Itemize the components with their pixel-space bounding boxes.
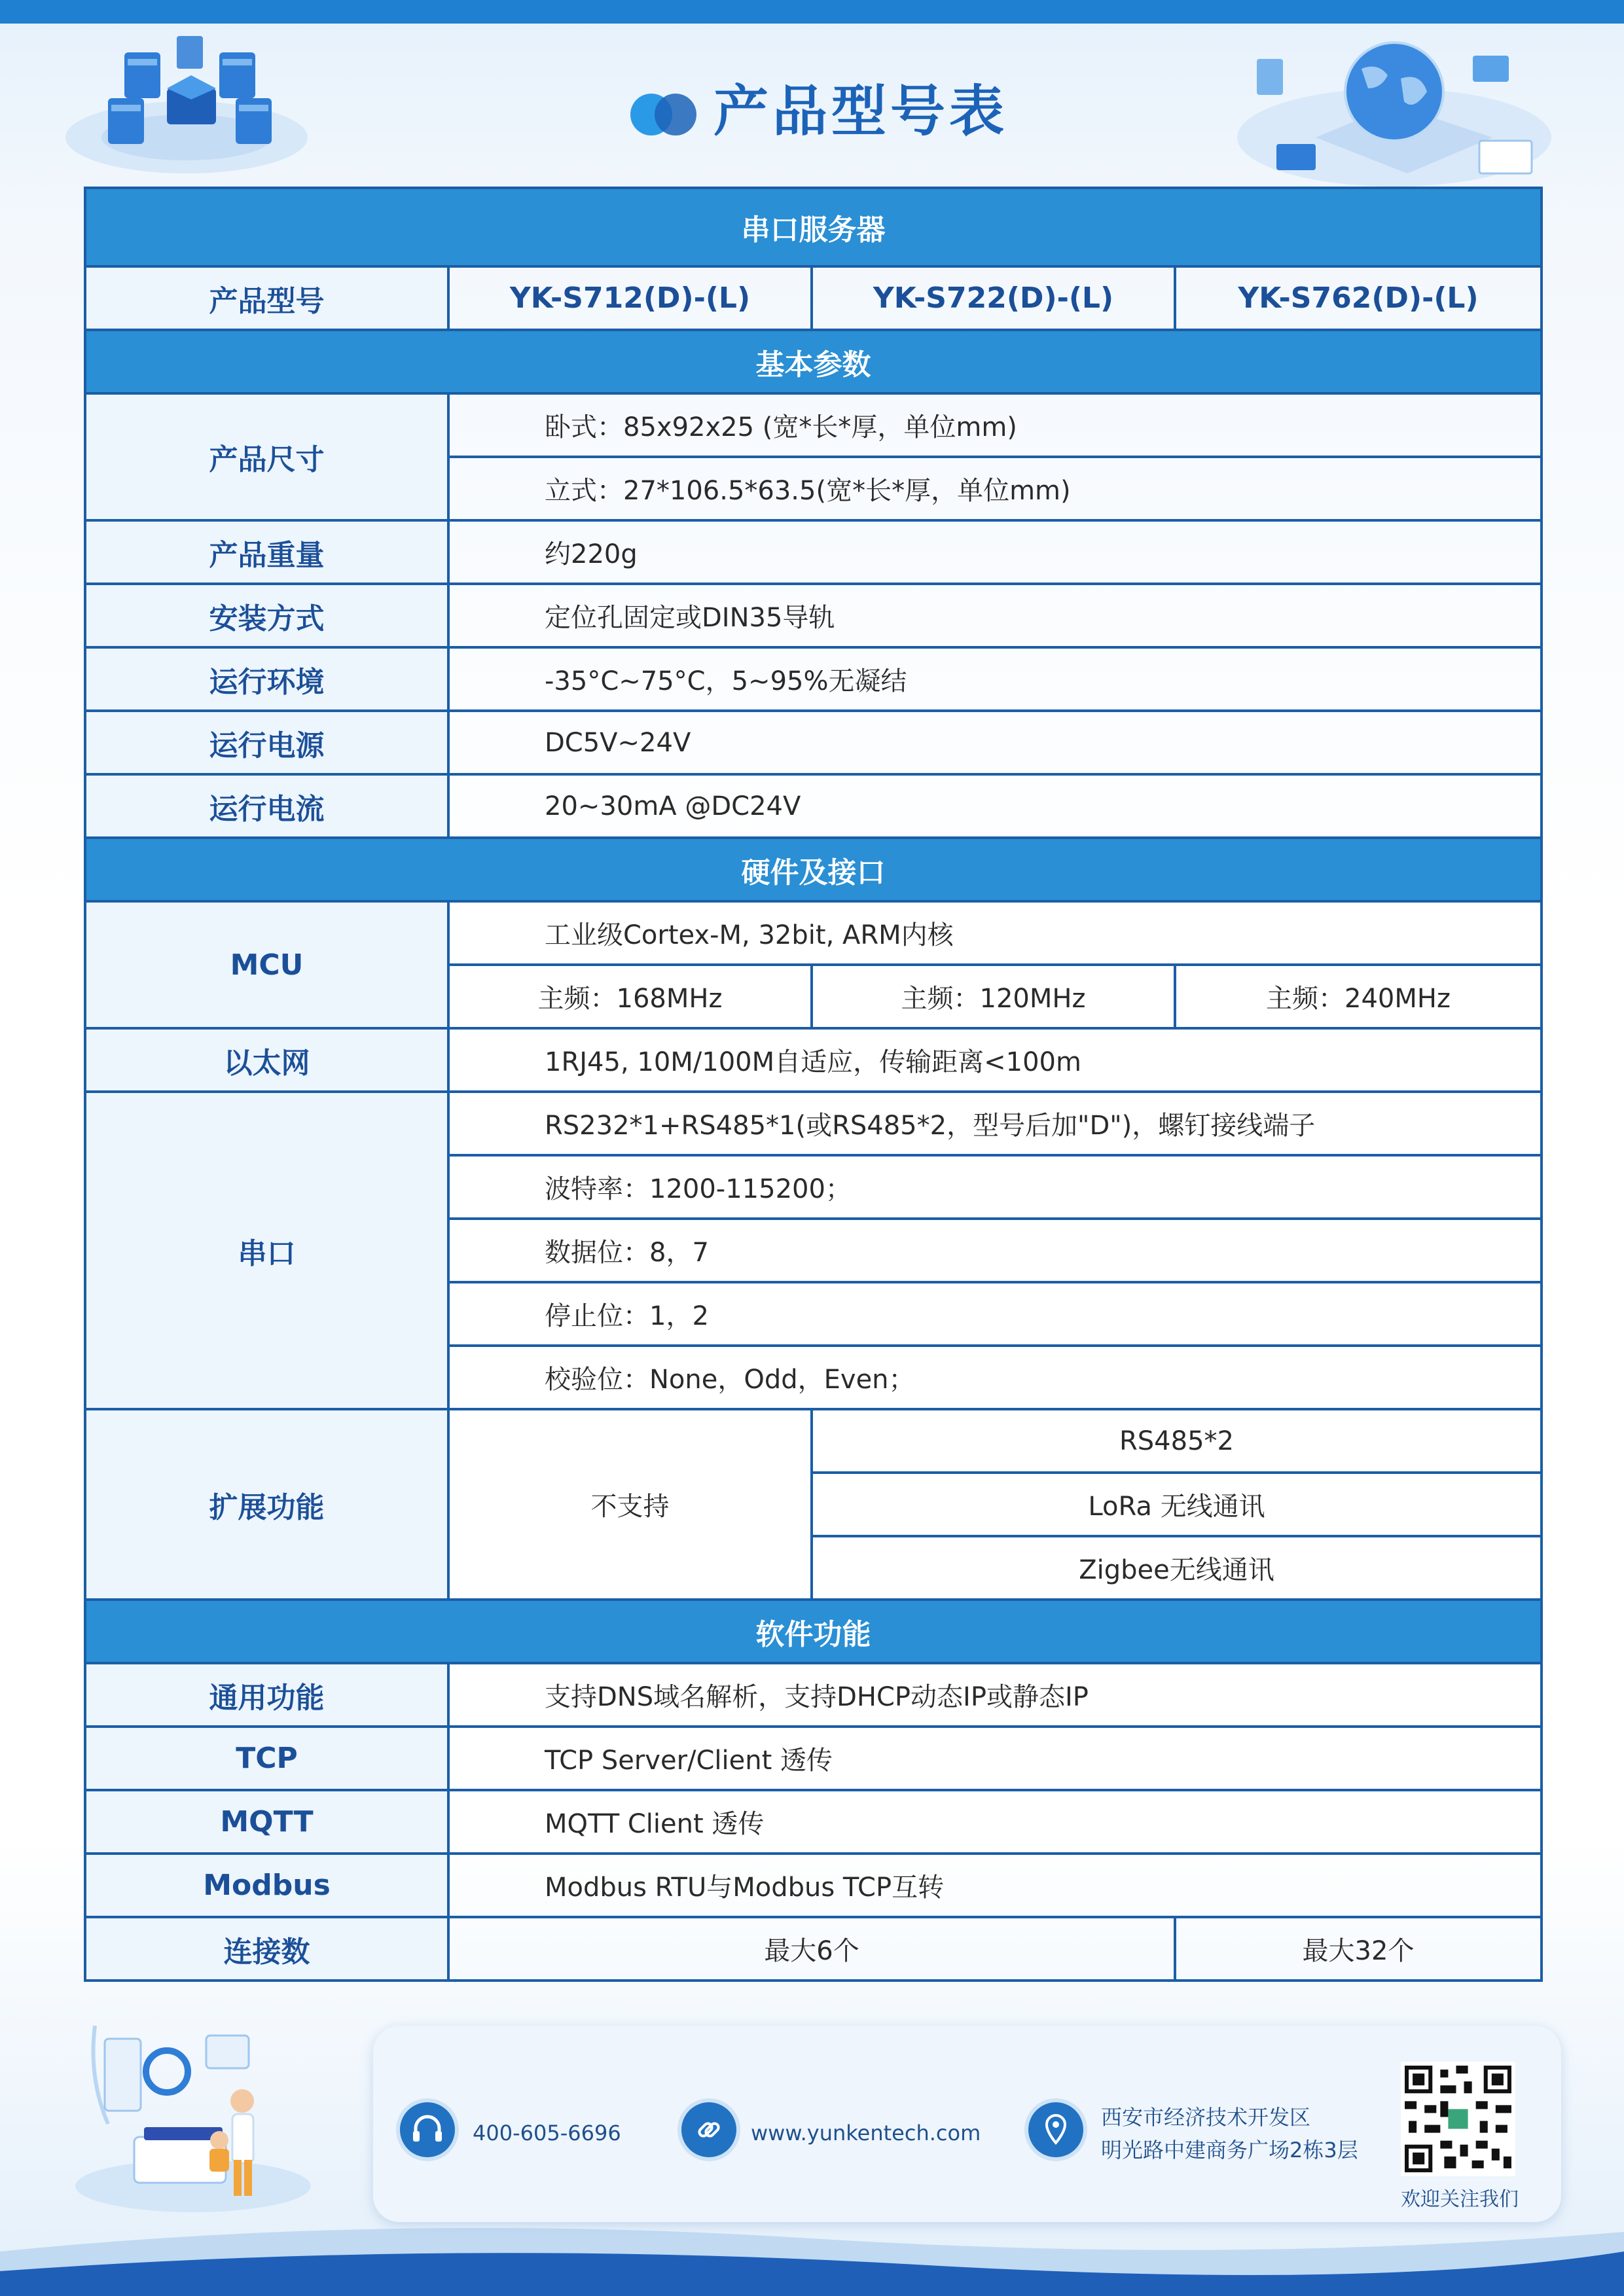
engineer-illustration — [69, 2000, 317, 2215]
conn-label: 连接数 — [85, 1917, 448, 1981]
freq-2: 主频：120MHz — [812, 965, 1175, 1028]
tcp-value: TCP Server/Client 透传 — [448, 1727, 1542, 1790]
qr-code — [1401, 2062, 1515, 2176]
section-hardware-row — [85, 838, 1542, 901]
tcp-label: TCP — [85, 1727, 448, 1790]
ethernet-label: 以太网 — [85, 1028, 448, 1092]
freq-1: 主频：168MHz — [448, 965, 812, 1028]
server-illustration — [62, 26, 317, 177]
modbus-label: Modbus — [85, 1854, 448, 1917]
power-value: DC5V~24V — [448, 711, 1542, 774]
model-1: YK-S712(D)-(L) — [448, 266, 812, 330]
serial-stopbits: 停止位：1，2 — [448, 1282, 1542, 1346]
conn-value-a: 最大6个 — [448, 1917, 1175, 1981]
size-row-flat — [85, 393, 1542, 457]
ext-label: 扩展功能 — [85, 1409, 448, 1600]
location-pin-icon — [1024, 2098, 1087, 2161]
weight-value: 约220g — [448, 520, 1542, 584]
serial-label: 串口 — [85, 1092, 448, 1409]
current-row — [85, 774, 1542, 838]
table-title: 串口服务器 — [85, 188, 1542, 266]
qr-caption: 欢迎关注我们 — [1401, 2188, 1519, 2211]
globe-illustration — [1218, 26, 1558, 190]
size-label: 产品尺寸 — [85, 393, 448, 520]
conn-row — [85, 1917, 1542, 1981]
current-value: 20~30mA @DC24V — [448, 774, 1542, 838]
top-accent-bar — [0, 0, 1624, 24]
general-label: 通用功能 — [85, 1663, 448, 1727]
install-value: 定位孔固定或DIN35导轨 — [448, 584, 1542, 647]
mqtt-label: MQTT — [85, 1790, 448, 1854]
spec-table — [84, 187, 1540, 1982]
general-row — [85, 1663, 1542, 1727]
power-label: 运行电源 — [85, 711, 448, 774]
modbus-row — [85, 1854, 1542, 1917]
model-label: 产品型号 — [85, 266, 448, 330]
section-software-header: 软件功能 — [85, 1600, 1542, 1663]
bottom-wave-decoration — [0, 2212, 1624, 2296]
ext-none-value: 不支持 — [448, 1409, 812, 1600]
serial-interface: RS232*1+RS485*1(或RS485*2，型号后加"D")，螺钉接线端子 — [448, 1092, 1542, 1155]
modbus-value: Modbus RTU与Modbus TCP互转 — [448, 1854, 1542, 1917]
freq-3: 主频：240MHz — [1175, 965, 1542, 1028]
env-value: -35°C~75°C，5~95%无凝结 — [448, 647, 1542, 711]
page-title: 产品型号表 — [713, 79, 1009, 143]
page-title-block — [628, 75, 1087, 147]
ext-option-rs485: RS485*2 — [812, 1409, 1542, 1473]
link-icon — [677, 2098, 740, 2161]
install-label: 安装方式 — [85, 584, 448, 647]
section-basic-row — [85, 330, 1542, 393]
env-row — [85, 647, 1542, 711]
current-label: 运行电流 — [85, 774, 448, 838]
mqtt-row — [85, 1790, 1542, 1854]
serial-databits: 数据位：8，7 — [448, 1219, 1542, 1282]
ethernet-value: 1RJ45, 10M/100M自适应，传输距离<100m — [448, 1028, 1542, 1092]
size-flat-value: 卧式：85x92x25 (宽*长*厚，单位mm) — [448, 393, 1542, 457]
serial-parity: 校验位：None，Odd，Even； — [448, 1346, 1542, 1409]
table-title-row — [85, 188, 1542, 266]
mqtt-value: MQTT Client 透传 — [448, 1790, 1542, 1854]
mcu-core-row — [85, 901, 1542, 965]
model-2: YK-S722(D)-(L) — [812, 266, 1175, 330]
title-logo-icon — [628, 92, 700, 137]
mcu-label: MCU — [85, 901, 448, 1028]
serial-baud: 波特率：1200-115200； — [448, 1155, 1542, 1219]
install-row — [85, 584, 1542, 647]
model-3: YK-S762(D)-(L) — [1175, 266, 1542, 330]
weight-row — [85, 520, 1542, 584]
tcp-row — [85, 1727, 1542, 1790]
general-value: 支持DNS域名解析，支持DHCP动态IP或静态IP — [448, 1663, 1542, 1727]
contact-website[interactable]: www.yunkentech.com — [751, 2121, 981, 2145]
section-software-row — [85, 1600, 1542, 1663]
model-row — [85, 266, 1542, 330]
contact-address-line1: 西安市经济技术开发区 — [1101, 2105, 1311, 2130]
section-hardware-header: 硬件及接口 — [85, 838, 1542, 901]
section-basic-header: 基本参数 — [85, 330, 1542, 393]
conn-value-b: 最大32个 — [1175, 1917, 1542, 1981]
contact-phone: 400-605-6696 — [473, 2121, 621, 2145]
ethernet-row — [85, 1028, 1542, 1092]
weight-label: 产品重量 — [85, 520, 448, 584]
env-label: 运行环境 — [85, 647, 448, 711]
headset-icon — [396, 2098, 459, 2161]
size-upright-value: 立式：27*106.5*63.5(宽*长*厚，单位mm) — [448, 457, 1542, 520]
ext-option-zigbee: Zigbee无线通讯 — [812, 1536, 1542, 1600]
contact-address-line2: 明光路中建商务广场2栋3层 — [1101, 2138, 1358, 2162]
serial-row-1 — [85, 1092, 1542, 1155]
ext-row-1 — [85, 1409, 1542, 1473]
mcu-core-value: 工业级Cortex-M, 32bit, ARM内核 — [448, 901, 1542, 965]
ext-option-lora: LoRa 无线通讯 — [812, 1473, 1542, 1536]
power-row — [85, 711, 1542, 774]
